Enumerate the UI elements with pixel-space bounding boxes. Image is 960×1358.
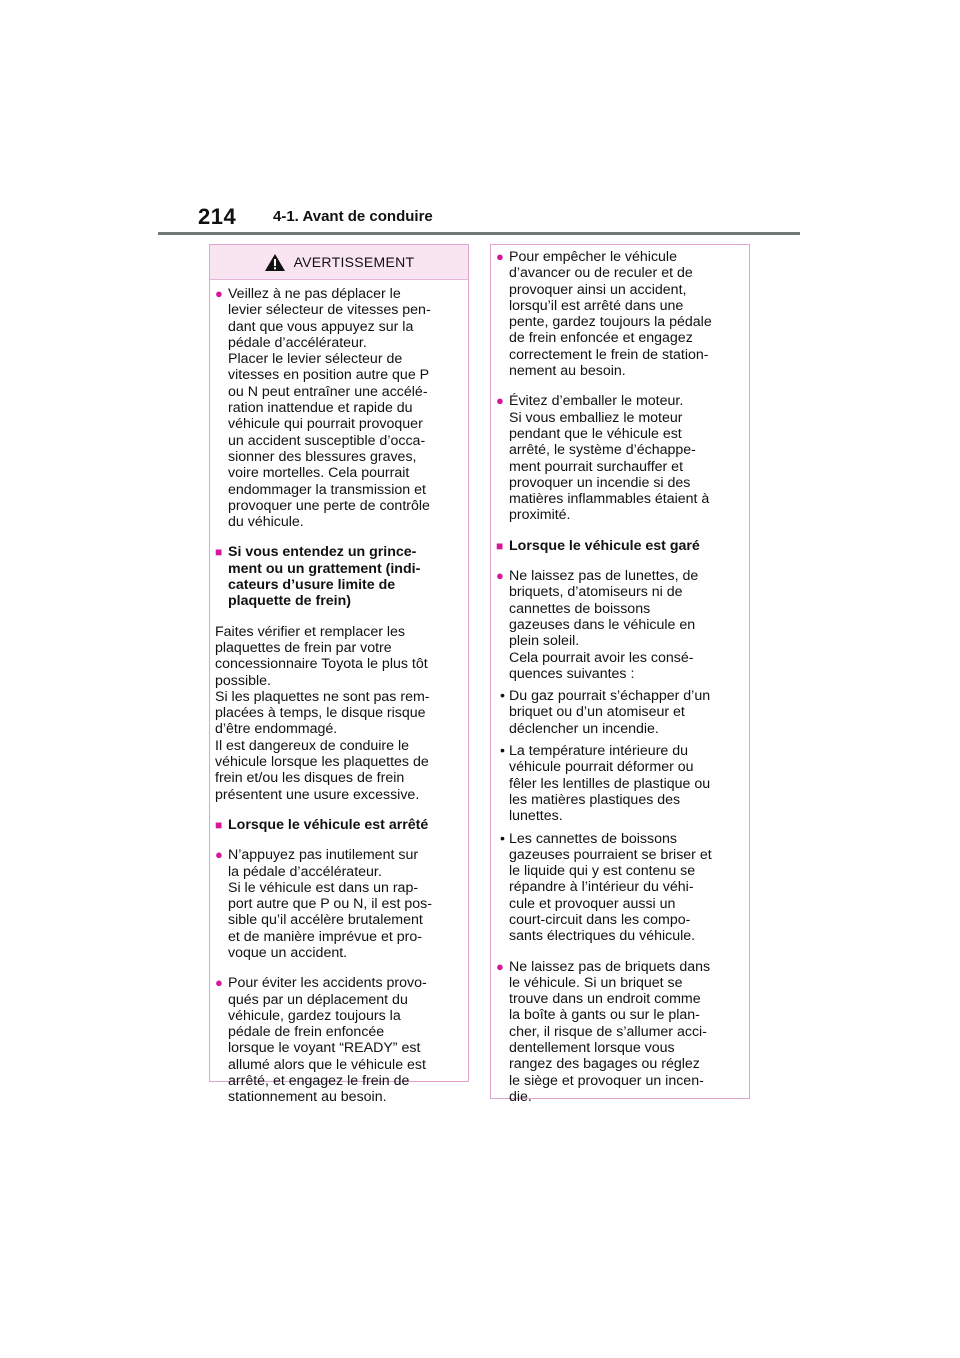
warning-header	[210, 245, 468, 280]
sub-bullet-text: La température intérieure du véhicule pourrait déformer ou fêler les lentilles de plastique ou les matières plastiques des lunettes.	[509, 743, 711, 825]
page-number: 214	[198, 204, 237, 229]
bullet-text: Évitez d’emballer le moteur. Si vous emballiez le moteur pendant que le véhicule est arrêté, le système d’échappe- ment pourrait surchauffer et provoquer un incendie si des matières inflammables étaient à proximité.	[509, 393, 710, 524]
bullet-dot-icon: ●	[496, 958, 504, 974]
list-item	[496, 249, 744, 379]
heading-text: Lorsque le véhicule est arrêté	[228, 816, 429, 833]
bullet-text: Pour empêcher le véhicule d’avancer ou de reculer et de provoquer ainsi un accident, lorsqu’il est arrêté dans une pente, gardez toujours la pédale de frein enfoncée et engagez correctement le frein de station- nement au besoin.	[509, 249, 712, 380]
warning-box-right	[490, 244, 750, 1105]
sub-bullet-text: Les cannettes de boissons gazeuses pourraient se briser et le liquide qui y est contenu se répandre à l’intérieur du véhi- cule et provoquer aussi un court-circuit dans les compo- sants électriques du véhicule.	[509, 830, 712, 945]
list-item	[496, 393, 744, 523]
sub-bullet-icon: •	[500, 743, 505, 760]
heading-text: Si vous entendez un grince- ment ou un grattement (indi- cateurs d’usure limite de plaquette de frein)	[228, 544, 421, 610]
page-header	[158, 200, 800, 236]
sub-list-item	[496, 688, 744, 737]
sub-bullet-text: Du gaz pourrait s’échapper d’un briquet ou d’un atomiseur et déclencher un incendie.	[509, 688, 711, 737]
sub-list-item	[496, 831, 744, 945]
bullet-dot-icon: ●	[496, 249, 504, 264]
bullet-text: Ne laissez pas de lunettes, de briquets, d’atomiseurs ni de cannettes de boissons gazeuses dans le véhicule en plein soleil. Cela pourrait avoir les consé- quences suivantes :	[509, 568, 699, 682]
bullet-text: N’appuyez pas inutilement sur la pédale d’accélérateur. Si le véhicule est dans un rap- port autre que P ou N, il est pos- sible qu’il accélère brutalement et de manière imprévue et pro- voque un accident.	[228, 847, 432, 961]
list-item	[496, 568, 744, 682]
sub-bullet-icon: •	[500, 830, 505, 847]
list-item	[215, 286, 463, 530]
warning-box-left	[209, 244, 469, 1106]
sub-list-item	[496, 743, 744, 824]
header-rule	[158, 232, 800, 235]
bullet-dot-icon: ●	[496, 568, 504, 584]
bullet-text: Pour éviter les accidents provo- qués par un déplacement du véhicule, gardez toujours la pédale de frein enfoncée lorsque le voyant “READY” est allumé alors que le véhicule est arrêté, et engagez le frein de stationnement au besoin.	[228, 975, 427, 1106]
bullet-text: Ne laissez pas de briquets dans le véhicule. Si un briquet se trouve dans un endroit comme la boîte à gants ou sur le plan- cher, il risque de s’allumer acci- dentellement lorsque vous rangez des bagages ou réglez le siège et provoquer un incen- die.	[509, 958, 711, 1105]
list-item	[215, 975, 463, 1105]
right-column-content	[491, 245, 749, 1105]
list-item	[496, 959, 744, 1106]
section-heading	[215, 817, 463, 833]
square-bullet-icon: ■	[215, 817, 223, 832]
warning-triangle-icon	[264, 253, 286, 272]
left-column-content	[210, 280, 468, 1106]
paragraph: Faites vérifier et remplacer les plaquettes de frein par votre concessionnaire Toyota le plus tôt possible. Si les plaquettes ne sont pas rem- placées à temps, le disque risque d’être endommagé. Il est dangereux de conduire le véhicule lorsque les plaquettes de frein et/ou les disques de frein présentent une usure excessive.	[215, 623, 430, 803]
section-heading	[496, 538, 744, 554]
sub-bullet-icon: •	[500, 688, 505, 705]
warning-title: AVERTISSEMENT	[293, 254, 415, 270]
section-heading	[215, 544, 463, 609]
square-bullet-icon: ■	[215, 545, 223, 560]
bullet-dot-icon: ●	[215, 286, 223, 301]
heading-text: Lorsque le véhicule est garé	[509, 537, 700, 554]
square-bullet-icon: ■	[496, 538, 504, 553]
bullet-dot-icon: ●	[496, 393, 504, 409]
bullet-dot-icon: ●	[215, 975, 223, 991]
bullet-dot-icon: ●	[215, 847, 223, 863]
bullet-text: Veillez à ne pas déplacer le levier sélecteur de vitesses pen- dant que vous appuyez sur la pédale d’accélérateur. Placer le levier sélecteur de vitesses en position autre que P ou N peut entraîner une accélé- ration inattendue et rapide du véhicule qui pourrait provoquer un accident susceptible d’occa- sionner des blessures graves, voire mortelles. Cela pourrait endommager la transmission et provoquer une perte de contrôle du véhicule.	[228, 286, 431, 531]
list-item	[215, 847, 463, 961]
section-title: 4-1. Avant de conduire	[273, 208, 433, 225]
